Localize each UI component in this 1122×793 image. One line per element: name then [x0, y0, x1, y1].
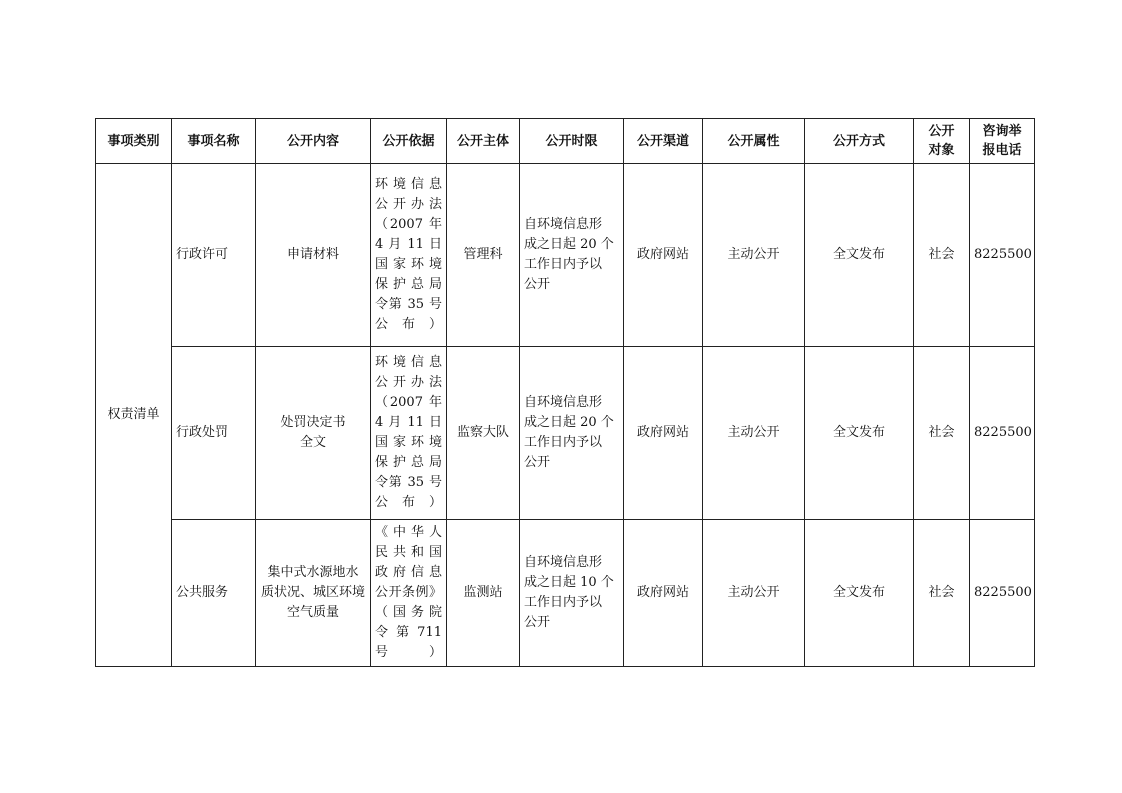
basis-line: 民共和国 [375, 545, 442, 560]
table-row [96, 347, 1035, 520]
header-content: 公开内容 [256, 119, 371, 164]
basis-line: 政府信息 [375, 565, 442, 580]
period-line: 自环境信息形 [524, 217, 603, 232]
basis-line: 公开办法 [375, 375, 442, 390]
item-channel: 政府网站 [624, 347, 703, 520]
item-phone: 8225500 [970, 164, 1035, 347]
item-content [256, 347, 371, 520]
item-content [256, 520, 371, 667]
header-target-line1: 公开 [928, 124, 955, 139]
item-channel: 政府网站 [624, 164, 703, 347]
content-line: 申请材料 [286, 247, 339, 262]
header-phone [970, 119, 1035, 164]
item-method: 全文发布 [805, 347, 914, 520]
basis-line: 《中华人 [375, 525, 442, 540]
content-line: 质状况、城区环境 [260, 585, 365, 600]
basis-line: 4 月 11 日 [375, 237, 442, 252]
item-name: 行政许可 [172, 164, 256, 347]
content-line: 处罚决定书 [280, 415, 346, 430]
item-name: 公共服务 [172, 520, 256, 667]
basis-line: 保护总局 [375, 277, 442, 292]
period-line: 工作日内予以 [524, 257, 603, 272]
basis-line: 4 月 11 日 [375, 415, 442, 430]
item-phone: 8225500 [970, 347, 1035, 520]
header-attribute: 公开属性 [703, 119, 805, 164]
item-method: 全文发布 [805, 520, 914, 667]
header-phone-line1: 咨询举 [982, 124, 1022, 139]
item-attribute: 主动公开 [703, 347, 805, 520]
basis-line: 环境信息 [375, 355, 442, 370]
item-attribute: 主动公开 [703, 520, 805, 667]
period-line: 工作日内予以 [524, 435, 603, 450]
item-target: 社会 [914, 520, 970, 667]
basis-line: 国家环境 [375, 435, 442, 450]
period-line: 公开 [524, 277, 551, 292]
basis-line: 环境信息 [375, 177, 442, 192]
content-line: 集中式水源地水 [267, 565, 359, 580]
header-basis: 公开依据 [371, 119, 447, 164]
content-line: 空气质量 [286, 605, 339, 620]
period-line: 公开 [524, 615, 551, 630]
content-line: 全文 [299, 435, 326, 450]
item-attribute: 主动公开 [703, 164, 805, 347]
item-period [520, 164, 624, 347]
basis-line: 公开办法 [375, 197, 442, 212]
header-row [96, 119, 1035, 164]
basis-line: 令 第 711 [375, 625, 442, 640]
period-line: 自环境信息形 [524, 395, 603, 410]
header-channel: 公开渠道 [624, 119, 703, 164]
basis-line: （2007 年 [375, 217, 442, 232]
header-period: 公开时限 [520, 119, 624, 164]
item-basis [371, 164, 447, 347]
header-phone-line2: 报电话 [982, 143, 1022, 158]
basis-line: 号） [375, 645, 442, 660]
basis-line: 公布） [375, 495, 442, 510]
period-line: 公开 [524, 455, 551, 470]
item-target: 社会 [914, 347, 970, 520]
header-subject: 公开主体 [447, 119, 520, 164]
basis-line: 保护总局 [375, 455, 442, 470]
table-row [96, 520, 1035, 667]
basis-line: 国家环境 [375, 257, 442, 272]
basis-line: （2007 年 [375, 395, 442, 410]
item-content [256, 164, 371, 347]
period-line: 自环境信息形 [524, 555, 603, 570]
basis-line: 令第 35 号 [375, 297, 442, 312]
header-target [914, 119, 970, 164]
category-cell: 权责清单 [96, 164, 172, 667]
basis-line: 令第 35 号 [375, 475, 442, 490]
header-name: 事项名称 [172, 119, 256, 164]
item-subject: 监测站 [447, 520, 520, 667]
basis-line: （国务院 [375, 605, 442, 620]
period-line: 成之日起 20 个 [524, 415, 614, 430]
item-period [520, 520, 624, 667]
period-line: 成之日起 10 个 [524, 575, 614, 590]
item-target: 社会 [914, 164, 970, 347]
header-method: 公开方式 [805, 119, 914, 164]
table-row [96, 164, 1035, 347]
basis-line: 公布） [375, 317, 442, 332]
header-target-line2: 对象 [928, 143, 955, 158]
disclosure-table [95, 118, 1035, 667]
item-channel: 政府网站 [624, 520, 703, 667]
basis-line: 公开条例》 [375, 585, 442, 600]
header-category: 事项类别 [96, 119, 172, 164]
item-subject: 监察大队 [447, 347, 520, 520]
item-period [520, 347, 624, 520]
item-basis [371, 347, 447, 520]
item-subject: 管理科 [447, 164, 520, 347]
item-phone: 8225500 [970, 520, 1035, 667]
item-basis [371, 520, 447, 667]
period-line: 成之日起 20 个 [524, 237, 614, 252]
item-name: 行政处罚 [172, 347, 256, 520]
period-line: 工作日内予以 [524, 595, 603, 610]
item-method: 全文发布 [805, 164, 914, 347]
